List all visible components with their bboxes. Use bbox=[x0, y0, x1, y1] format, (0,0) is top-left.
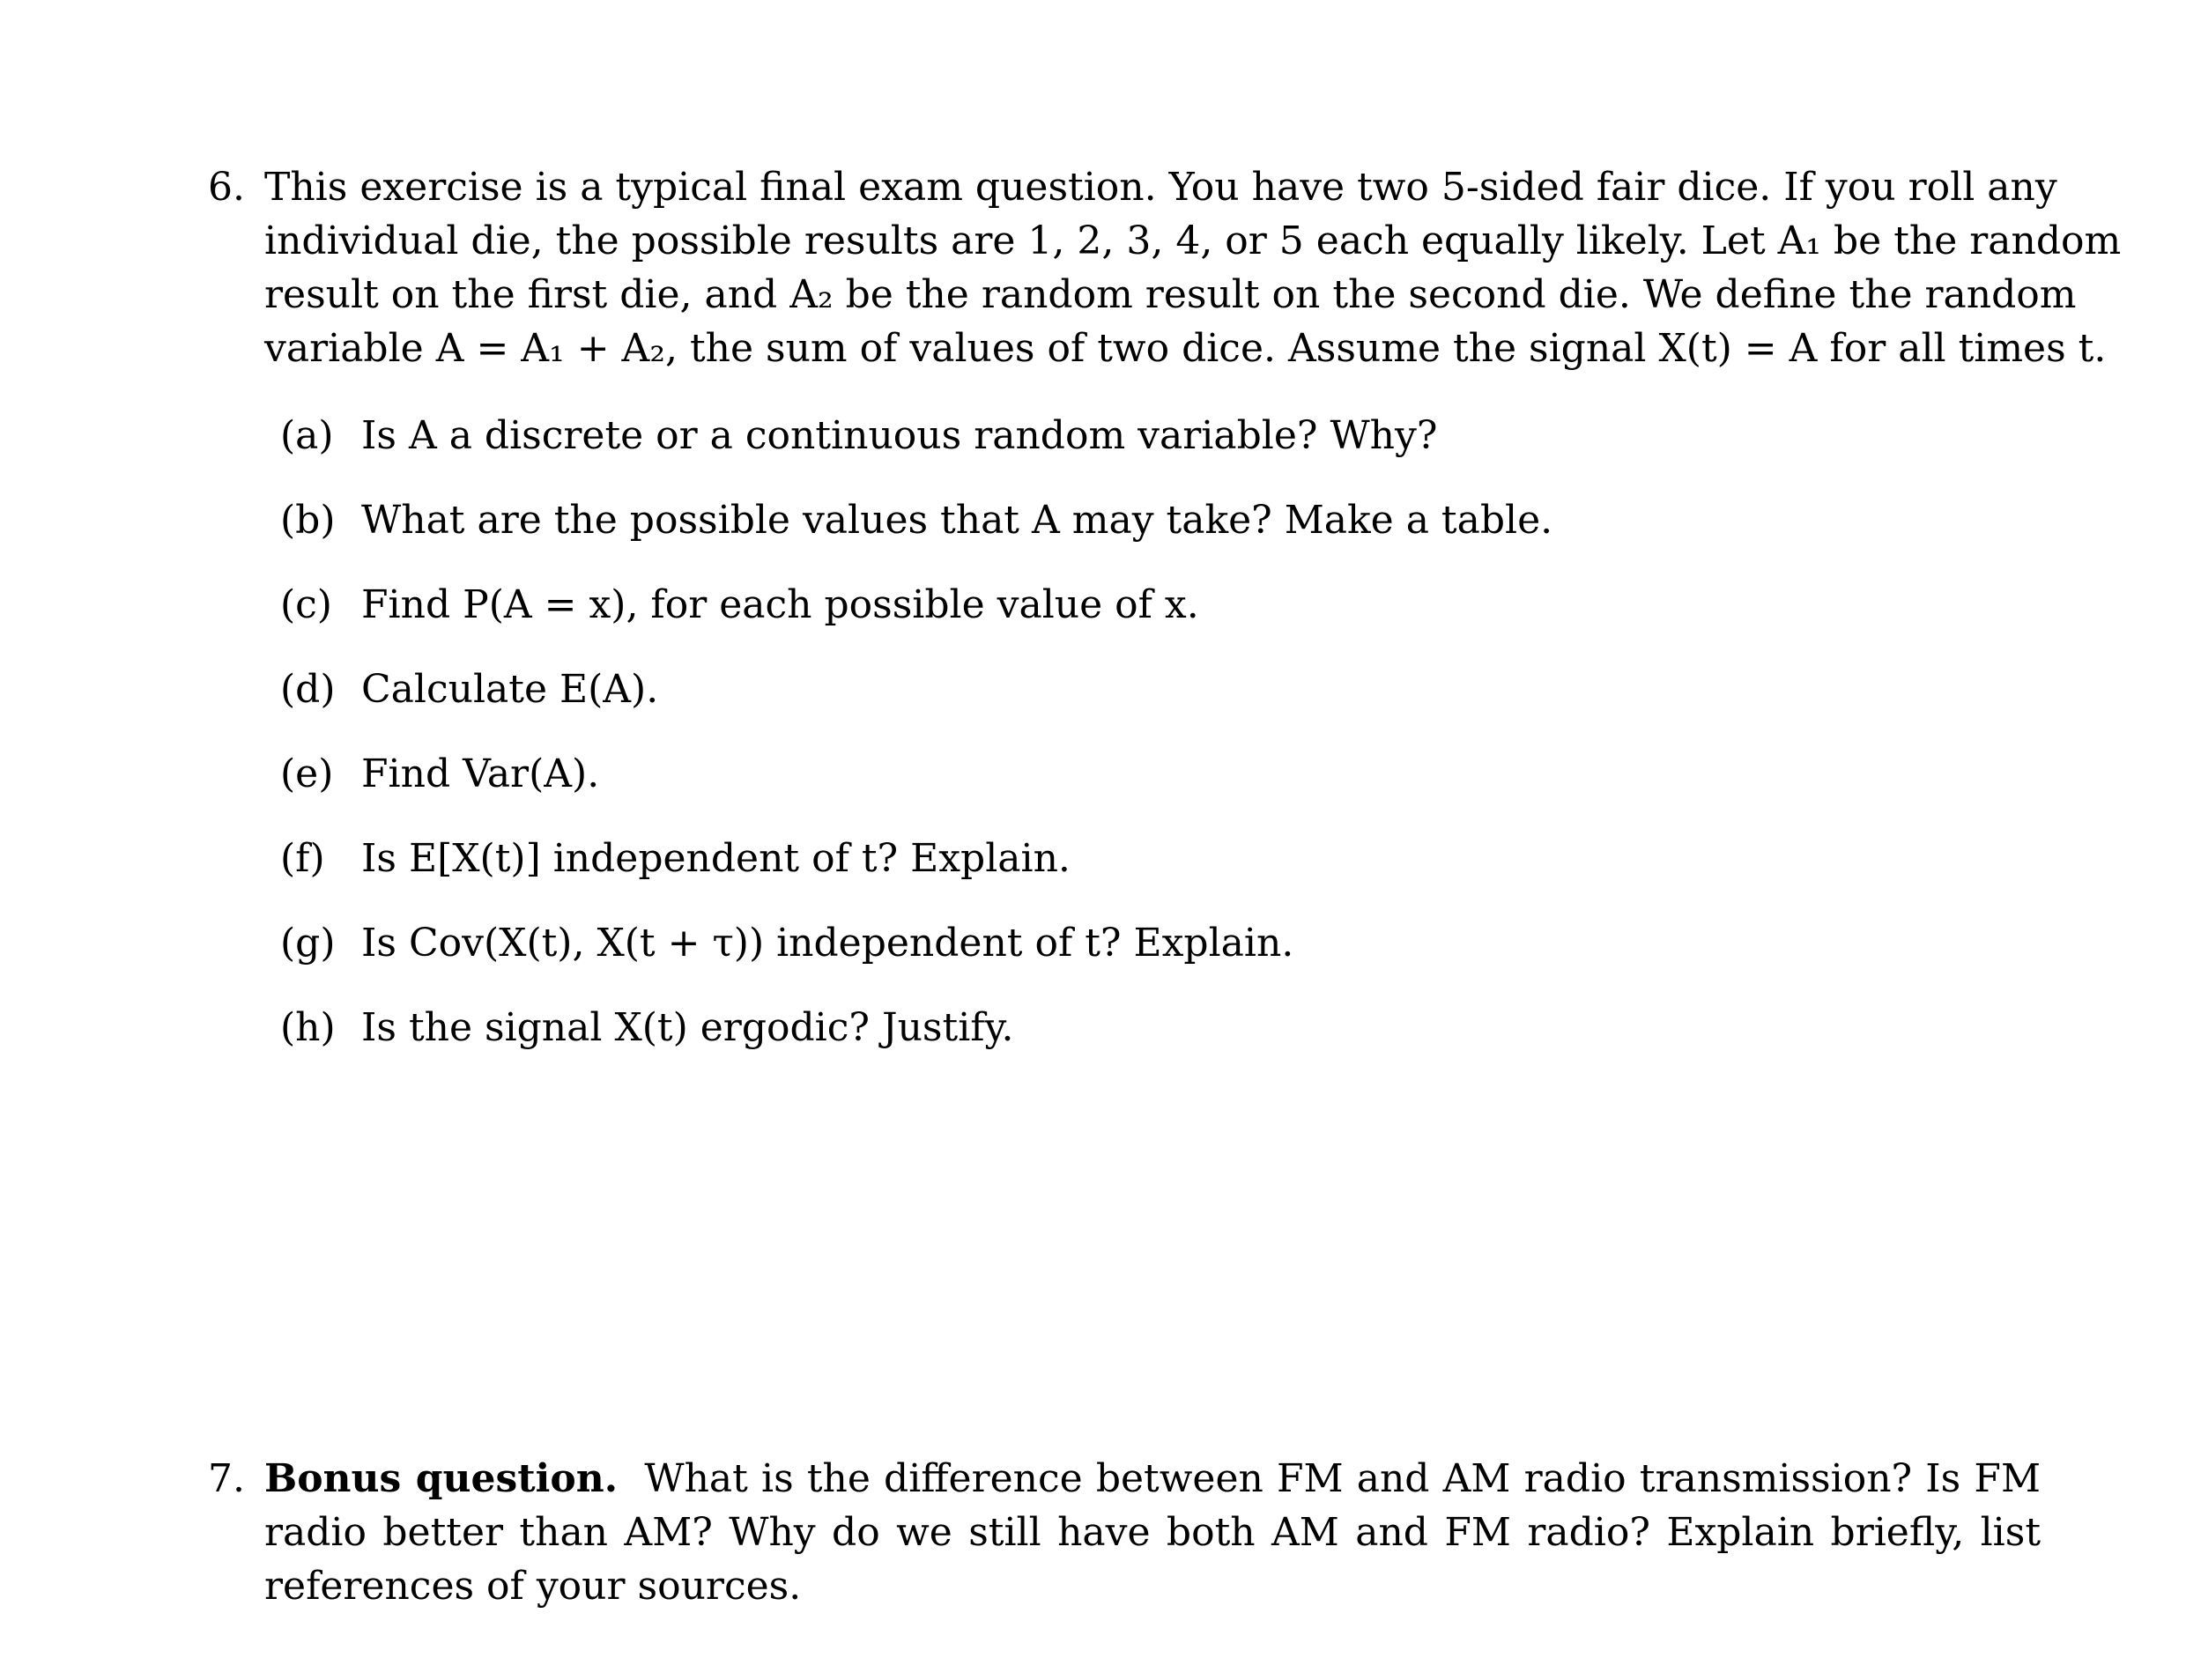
question-6-line-3: result on the first die, and A₂ be the random result on the second die. We define the random bbox=[264, 272, 2077, 317]
question-7 bbox=[208, 1452, 2041, 1613]
part-label: (c) bbox=[280, 582, 332, 627]
part-text: Find P(A = x), for each possible value of x. bbox=[361, 582, 1199, 627]
question-7-body bbox=[264, 1452, 2041, 1613]
question-7-line-1 bbox=[264, 1452, 2041, 1506]
question-7-line-1-text: What is the difference between FM and AM radio transmission? Is FM bbox=[644, 1456, 2041, 1501]
part-text: What are the possible values that A may take? Make a table. bbox=[361, 498, 1553, 543]
part-label: (d) bbox=[280, 667, 336, 712]
part-label: (h) bbox=[280, 1005, 336, 1050]
part-label: (b) bbox=[280, 498, 336, 543]
bonus-heading: Bonus question. bbox=[264, 1456, 619, 1501]
part-label: (f) bbox=[280, 836, 325, 881]
part-text: Is Cov(X(t), X(t + τ)) independent of t? Explain. bbox=[361, 921, 1294, 966]
question-7-line-2: radio better than AM? Why do we still have both AM and FM radio? Explain briefly, list bbox=[264, 1510, 2041, 1555]
question-6-line-4: variable A = A₁ + A₂, the sum of values of two dice. Assume the signal X(t) = A for all times t. bbox=[264, 326, 2107, 371]
question-6 bbox=[208, 160, 2122, 375]
question-number: 6. bbox=[208, 165, 245, 210]
part-label: (a) bbox=[280, 413, 334, 458]
question-6-line-1: This exercise is a typical final exam question. You have two 5-sided fair dice. If you roll any bbox=[264, 165, 2057, 210]
part-label: (e) bbox=[280, 751, 334, 796]
part-text: Is E[X(t)] independent of t? Explain. bbox=[361, 836, 1071, 881]
part-text: Find Var(A). bbox=[361, 751, 600, 796]
question-6-body bbox=[264, 160, 2122, 375]
part-text: Is the signal X(t) ergodic? Justify. bbox=[361, 1005, 1014, 1050]
question-7-line-3: references of your sources. bbox=[264, 1564, 802, 1609]
part-text: Calculate E(A). bbox=[361, 667, 659, 712]
part-label: (g) bbox=[280, 921, 336, 966]
question-number: 7. bbox=[208, 1456, 245, 1501]
question-6-line-2: individual die, the possible results are 1, 2, 3, 4, or 5 each equally likely. Let A₁ be the random bbox=[264, 218, 2122, 263]
part-text: Is A a discrete or a continuous random variable? Why? bbox=[361, 413, 1438, 458]
